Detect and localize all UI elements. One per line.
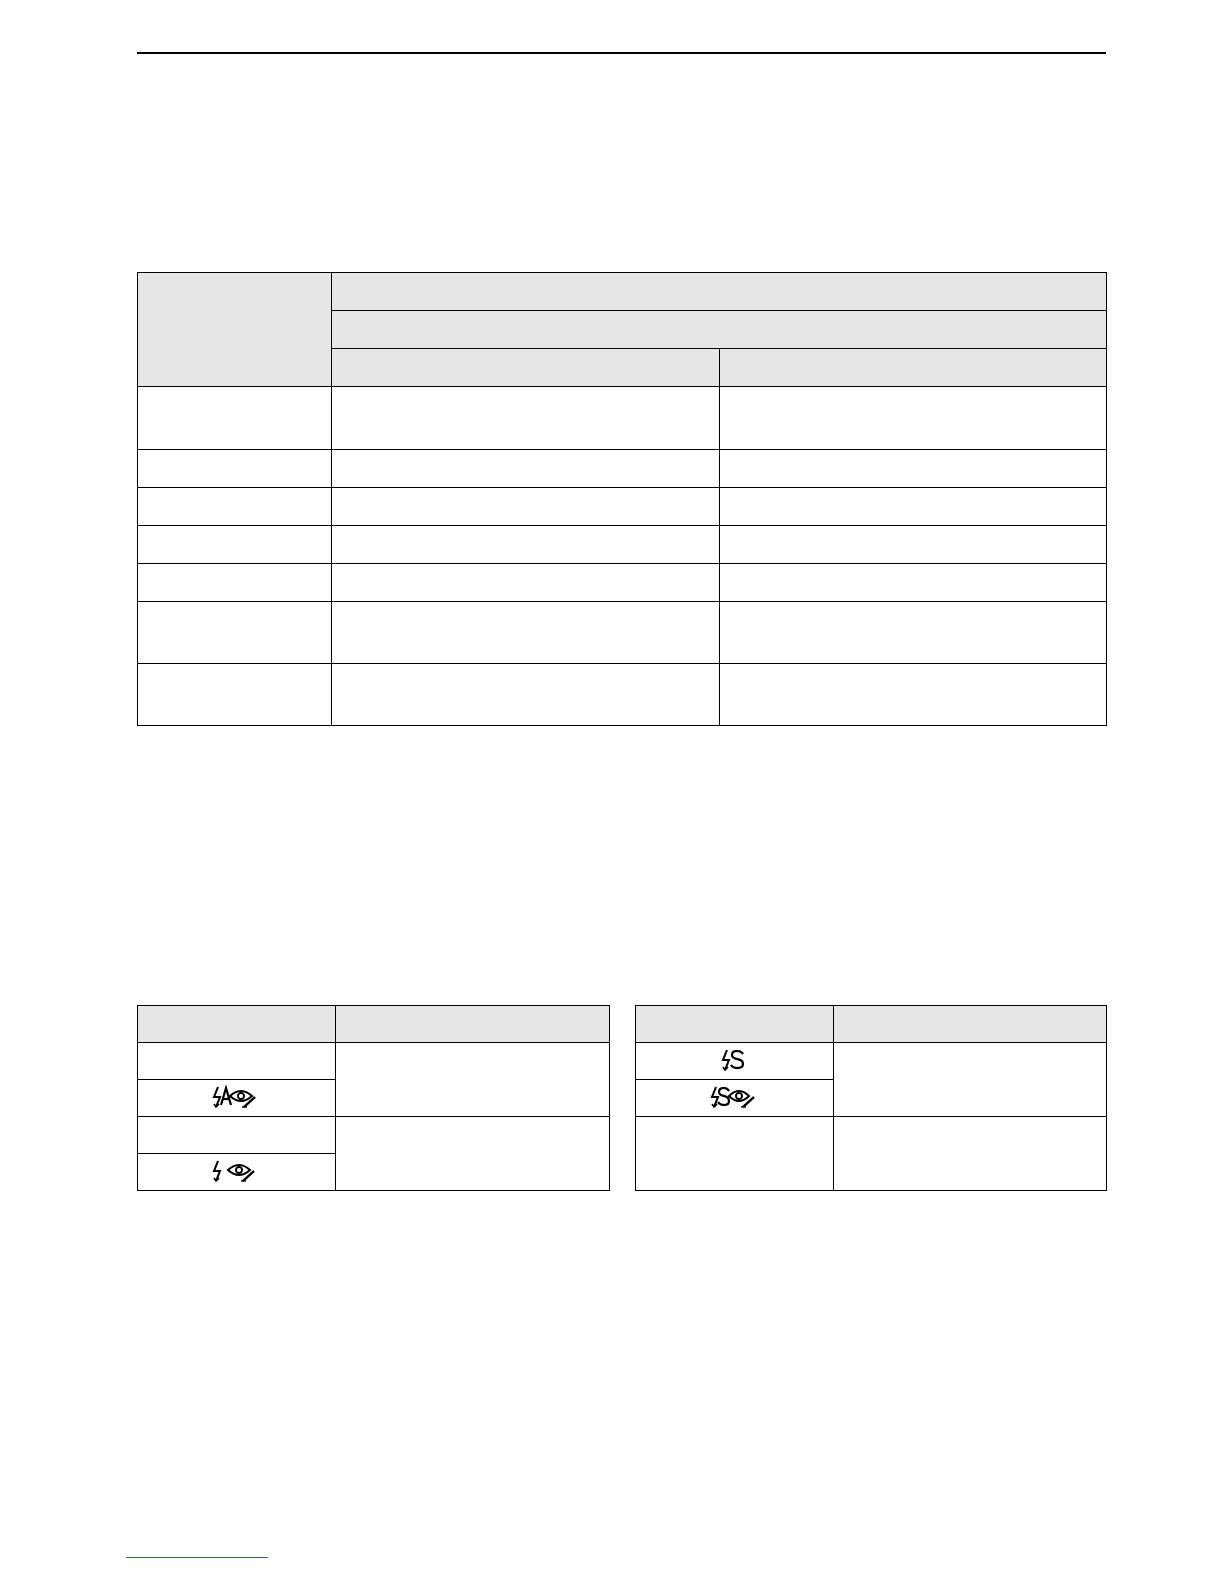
table-row (138, 526, 1107, 564)
row-label (138, 602, 332, 664)
row-cell (332, 664, 720, 726)
row-cell (720, 602, 1107, 664)
table-header-col-a (332, 349, 720, 387)
table-header-label (138, 273, 332, 387)
row-cell (720, 488, 1107, 526)
row-cell (720, 664, 1107, 726)
row-cell (332, 488, 720, 526)
row-label (138, 664, 332, 726)
flash-slow-sync-icon (720, 1048, 750, 1072)
table-row (138, 602, 1107, 664)
mode-icon-cell (138, 1154, 336, 1191)
table-header-col-b (720, 349, 1107, 387)
row-cell (332, 450, 720, 488)
row-cell (720, 526, 1107, 564)
mode-header (834, 1006, 1107, 1043)
row-label (138, 488, 332, 526)
flash-auto-redeye-icon (211, 1085, 263, 1109)
mode-description (834, 1117, 1107, 1191)
mode-description (834, 1043, 1107, 1117)
row-cell (720, 387, 1107, 450)
flash-mode-table-right (635, 1005, 1107, 1191)
row-cell (332, 526, 720, 564)
table-row (138, 488, 1107, 526)
mode-icon-cell (636, 1043, 834, 1080)
footer-link[interactable] (126, 1557, 268, 1558)
table-row (138, 564, 1107, 602)
table-header-top (332, 273, 1107, 311)
table-row (138, 664, 1107, 726)
table-header-middle (332, 311, 1107, 349)
mode-header (636, 1006, 834, 1043)
row-label (138, 387, 332, 450)
mode-description (336, 1117, 610, 1191)
mode-icon-cell (138, 1043, 336, 1080)
table-row (138, 450, 1107, 488)
mode-header (138, 1006, 336, 1043)
mode-header (336, 1006, 610, 1043)
flash-mode-table-left (137, 1005, 610, 1191)
mode-icon-cell (636, 1117, 834, 1191)
mode-icon-cell (636, 1080, 834, 1117)
row-cell (332, 564, 720, 602)
flash-on-redeye-icon (211, 1159, 263, 1183)
table-row (138, 387, 1107, 450)
mode-description (336, 1043, 610, 1117)
row-cell (332, 602, 720, 664)
row-cell (720, 450, 1107, 488)
row-cell (332, 387, 720, 450)
header-rule (137, 52, 1106, 54)
row-label (138, 564, 332, 602)
flash-slow-sync-redeye-icon (709, 1085, 761, 1109)
row-cell (720, 564, 1107, 602)
mode-icon-cell (138, 1080, 336, 1117)
row-label (138, 526, 332, 564)
mode-icon-cell (138, 1117, 336, 1154)
flash-range-table (137, 272, 1107, 726)
row-label (138, 450, 332, 488)
